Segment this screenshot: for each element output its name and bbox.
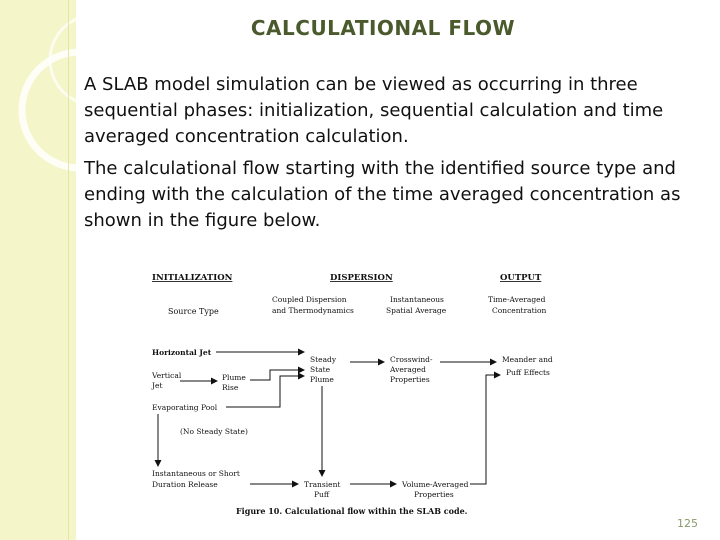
node-no-steady-state: (No Steady State) [180,427,248,436]
header-output: OUTPUT [500,273,542,283]
node-steady-1: Steady [310,355,337,364]
node-horizontal-jet: Horizontal Jet [152,348,212,357]
node-meander-1: Meander and [502,355,553,364]
node-crosswind-1: Crosswind- [390,355,433,364]
node-instant-release-2: Duration Release [152,480,218,489]
node-steady-2: State [310,365,331,374]
node-volume-2: Properties [414,490,454,499]
flow-diagram [140,262,580,522]
node-crosswind-3: Properties [390,375,430,384]
subheader-coupled-1: Coupled Dispersion [272,295,347,304]
subheader-source-type: Source Type [168,307,219,316]
figure-caption: Figure 10. Calculational flow within the SLAB code. [236,506,468,516]
node-meander-2: Puff Effects [506,368,550,377]
sidebar-divider [68,0,69,540]
flow-diagram-svg [140,262,580,522]
decorative-rings [0,0,76,540]
slide-body [84,72,694,240]
node-crosswind-2: Averaged [390,365,426,374]
header-initialization: INITIALIZATION [152,273,233,283]
node-plume-rise-1: Plume [222,373,246,382]
node-vertical-2: Jet [152,381,163,390]
subheader-coupled-2: and Thermodynamics [272,306,354,315]
subheader-timeavg-2: Concentration [492,306,547,315]
header-dispersion: DISPERSION [330,273,393,283]
slide-sidebar [0,0,76,540]
paragraph-2: The calculational flow starting with the identified source type and ending with the calculation of the time averaged concentration as shown in the figure below. [84,158,681,231]
node-volume-1: Volume-Averaged [402,480,469,489]
node-transient-1: Transient [304,480,341,489]
subheader-instant-2: Spatial Average [386,306,447,315]
page-number: 125 [677,517,698,530]
node-steady-3: Plume [310,375,334,384]
node-instant-release-1: Instantaneous or Short [152,469,240,478]
subheader-timeavg-1: Time-Averaged [488,295,546,304]
node-vertical-1: Vertical [152,371,182,380]
node-plume-rise-2: Rise [222,383,239,392]
subheader-instant-1: Instantaneous [390,295,444,304]
node-evaporating-pool: Evaporating Pool [152,403,218,412]
paragraph-1: A SLAB model simulation can be viewed as occurring in three sequential phases: initialization, sequential calculation and time averaged concentration calculation. [84,74,664,147]
slide-title: CALCULATIONAL FLOW [250,16,516,40]
node-transient-2: Puff [314,490,330,499]
